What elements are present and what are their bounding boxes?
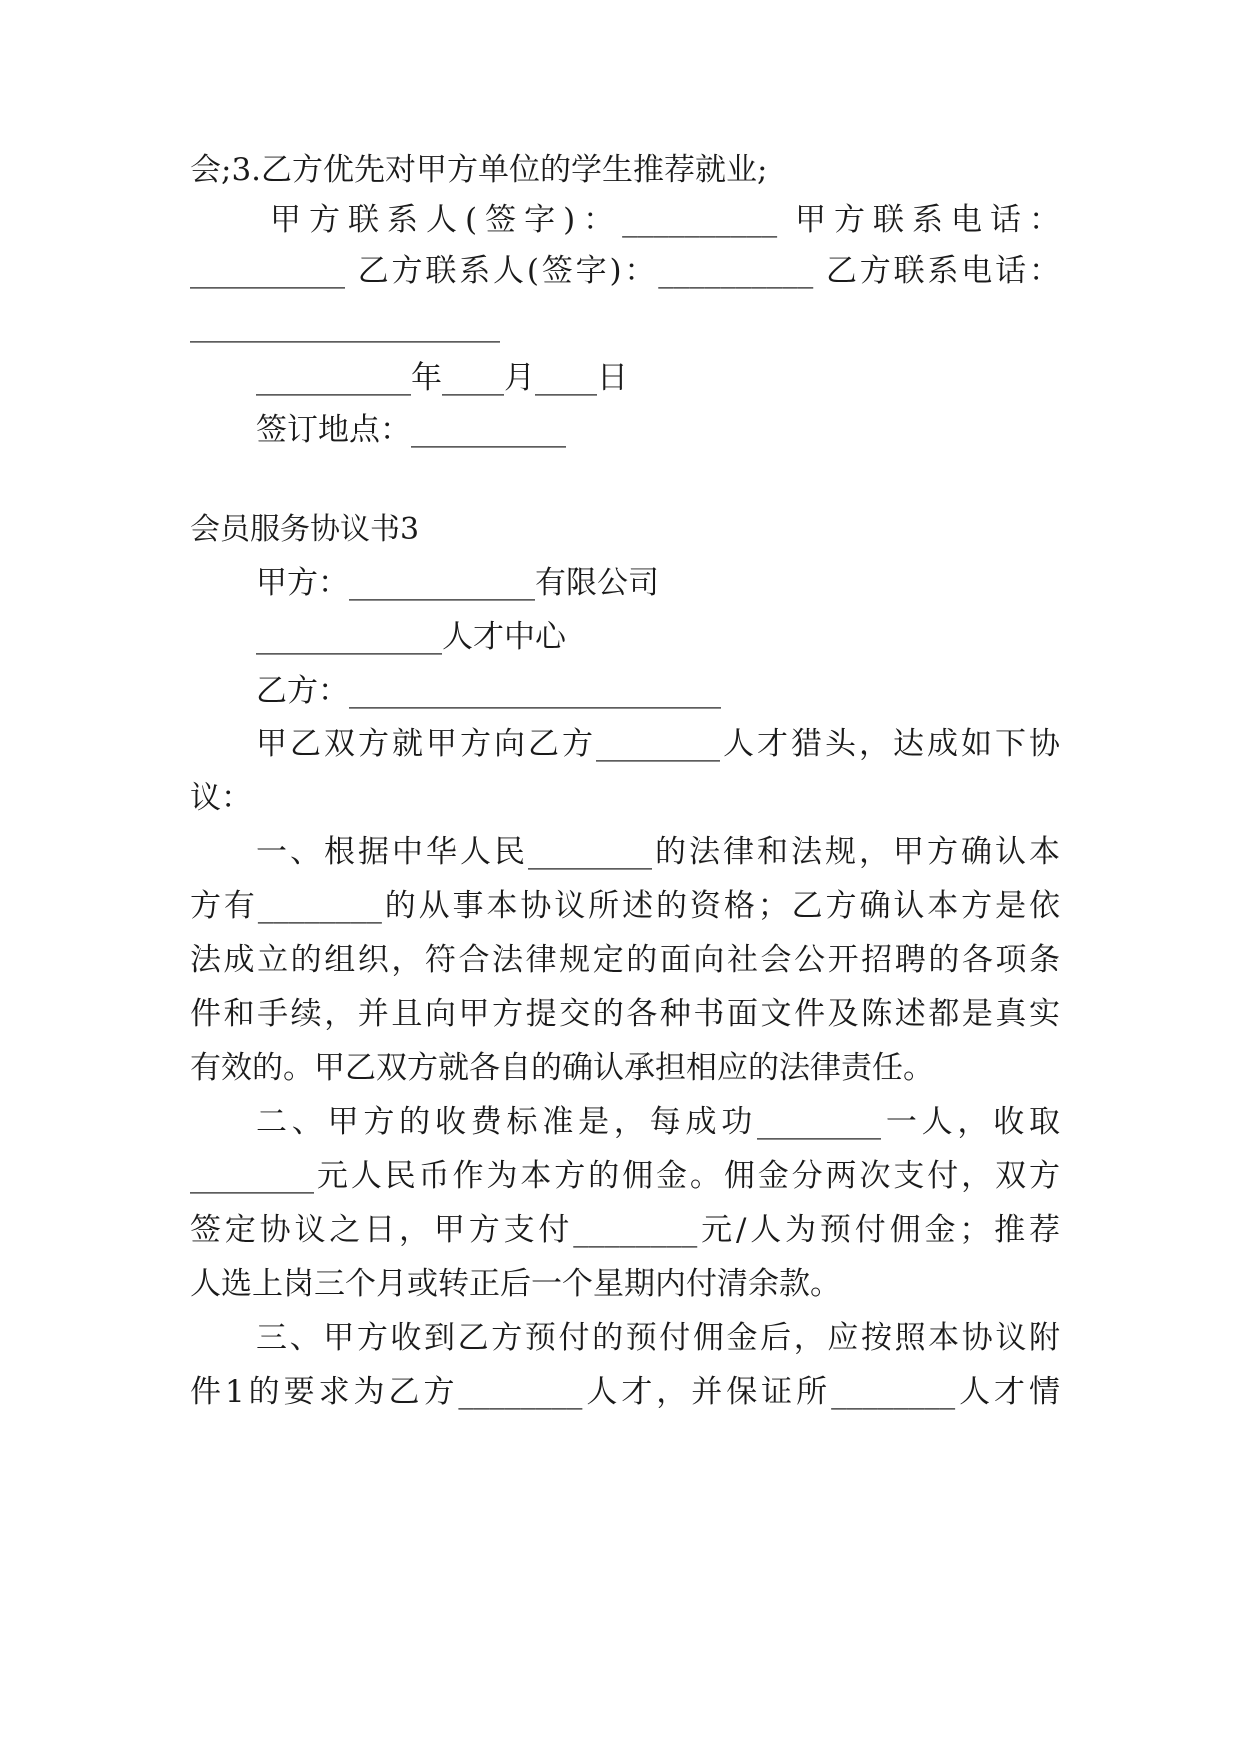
date-line: __________年____月____日 xyxy=(256,360,628,396)
paragraph-line: 法成立的组织，符合法律规定的面向社会公开招聘的各项条 xyxy=(190,942,1060,978)
paragraph-line: ________元人民币作为本方的佣金。佣金分两次支付，双方 xyxy=(190,1158,1060,1194)
paragraph-line: 一、根据中华人民________的法律和法规，甲方确认本 xyxy=(256,834,1060,870)
paragraph-line: 方有________的从事本协议所述的资格；乙方确认本方是依 xyxy=(190,888,1060,924)
paragraph-line: 件和手续，并且向甲方提交的各种书面文件及陈述都是真实 xyxy=(190,996,1060,1032)
paragraph-line: 签定协议之日，甲方支付________元/人为预付佣金；推荐 xyxy=(190,1212,1060,1248)
party-a-line: 甲方：____________有限公司 xyxy=(256,565,659,601)
paragraph-line: 议： xyxy=(190,780,252,816)
text-line: 会;3.乙方优先对甲方单位的学生推荐就业; xyxy=(190,152,768,188)
contact-line: 甲方联系人(签字)：__________ 甲方联系电话： xyxy=(270,202,1060,238)
contact-line: ____________________ xyxy=(190,307,500,343)
party-a-line: ____________人才中心 xyxy=(256,619,566,655)
signing-place-line: 签订地点：__________ xyxy=(256,412,566,448)
party-b-line: 乙方：________________________ xyxy=(256,673,721,709)
paragraph-line: 二、甲方的收费标准是，每成功________一人，收取 xyxy=(256,1104,1060,1140)
paragraph-line: 甲乙双方就甲方向乙方________人才猎头，达成如下协 xyxy=(256,726,1060,762)
paragraph-line: 人选上岗三个月或转正后一个星期内付清余款。 xyxy=(190,1266,841,1302)
paragraph-line: 件1的要求为乙方________人才，并保证所________人才情 xyxy=(190,1374,1060,1410)
paragraph-line: 有效的。甲乙双方就各自的确认承担相应的法律责任。 xyxy=(190,1050,934,1086)
paragraph-line: 三、甲方收到乙方预付的预付佣金后，应按照本协议附 xyxy=(256,1320,1060,1356)
contact-line: __________ 乙方联系人(签字)：__________ 乙方联系电话： xyxy=(190,253,1060,289)
section-title: 会员服务协议书3 xyxy=(190,512,420,547)
